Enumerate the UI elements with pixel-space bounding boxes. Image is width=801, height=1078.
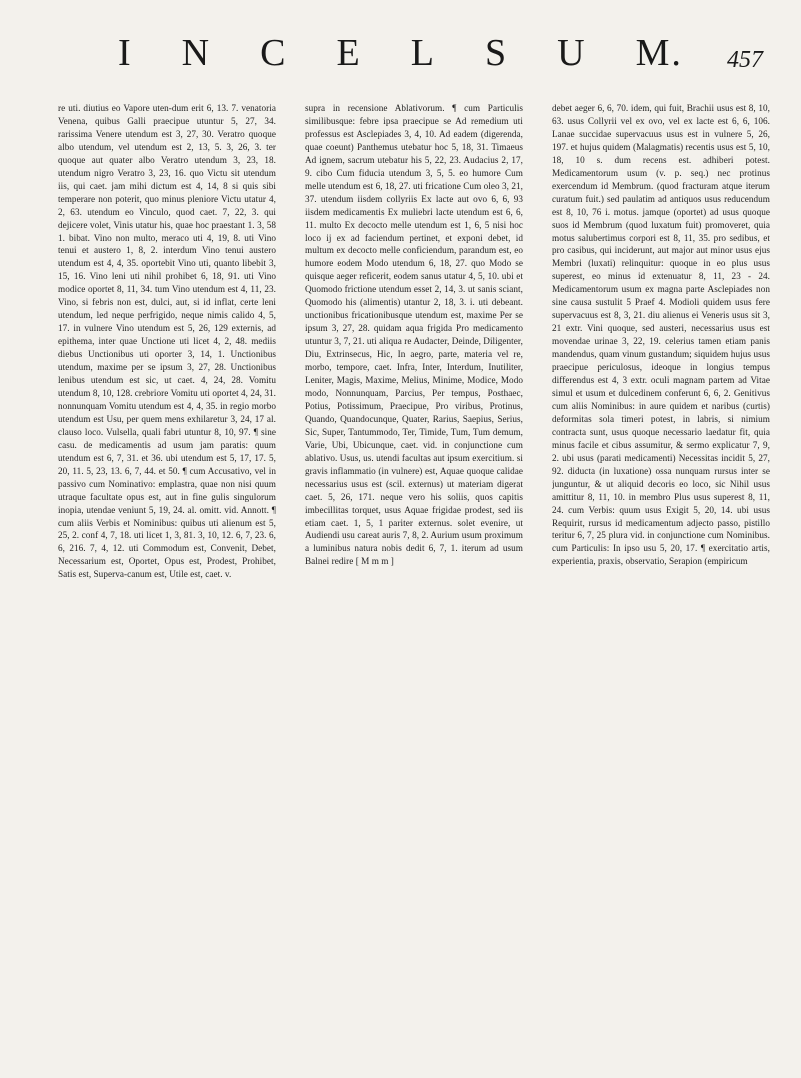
- running-head-letter: C: [260, 32, 288, 74]
- running-head-letter: N: [181, 32, 212, 74]
- running-head-letter: E: [336, 32, 362, 74]
- middle-column-text: supra in recensione Ablativorum. ¶ cum Particulis similibusque: febre ipsa praecipue se Ad remedium uti professus est Asclepiades 3, 4, 10. Ad eadem (digerenda, quae coeunt) Panthemus utebatur hoc 5, 18, 31. Timaeus Ad ignem, sacrum utebatur his 5, 22, 23. Audacius 2, 17, 9. cibo Cum fiducia utendum 3, 5, 5. eo humore Cum melle utendum est 6, 18, 27. uti fricatione Cum oleo 3, 21, 37. utendum iisdem collyriis Ex lacte aut ovo 6, 6, 93 iisdem medicamentis Ex muliebri lacte utendum est 6, 6, 11. multo Ex decocto melle utendum est 1, 6, 5 nisi hoc loco ij ex ad faciendum pertinet, et exponi debet, id multum ex decocto melle conficiendum, parandum est, eo humore eodem Modo utendum 6, 18, 27. quo Modo se quisque aeger reficerit, eodem sanus utatur 4, 5, 10. ubi et Quomodo frictione utendum esset 2, 14, 3. ut sanis sciant, Quomodo his (alimentis) utantur 2, 18, 3. i. uti debeant. unctionibus fricationibusque utendum est, maxime Per se ipsum 3, 27, 28. quidam aqua frigida Pro medicamento utuntur 3, 7, 21. uti aliqua re Audacter, Deinde, Diligenter, Diu, Extrinsecus, Hic, In aegro, parte, materia vel re, morbo, tempore, caet. Infra, Inter, Interdum, Inutiliter, Leniter, Magis, Maxime, Melius, Minime, Modice, Modo modo, Nonnunquam, Parcius, Per tempus, Posthaec, Potius, Potissimum, Praecipue, Pro viribus, Protinus, Quando, Quandocunque, Quater, Rarius, Saepius, Serius, Sic, Super, Tantummodo, Ter, Timide, Tum, Tum demum, Varie, Ubi, Ubicunque, caet. vid. in conjunctione cum ablativo. Usus, us. utendi facultas aut ipsum exercitium. si gravis inflammatio (in vulnere) est, Aquae quoque calidae necessarius usus est (scil. externus) ut materiam digerat caet. 5, 26, 171. neque vero his soliis, quos capitis imbecillitas torquet, usus Aquae frigidae prodest, sed iis etiam caet. 1, 5, 1 pariter externus. solet evenire, ut Audiendi usu careat auris 7, 8, 2. Aurium usum proximum a luminibus natura nobis dedit 6, 7, 1. iterum ad usum Balnei redire [ M m m ]: [305, 103, 523, 567]
- left-column-text: re uti. diutius eo Vapore uten-dum erit 6, 13. 7. venatoria Venena, quibus Galli praecipue utuntur 5, 27, 34. rarissima Venere utendum est 3, 27, 30. Veratro quoque albo utendum, vel utendum est 2, 13, 5. 3, 26, 3. ter quoque aut quater albo Veratro utendum 3, 23, 18. utendum nigro Veratro 3, 23, 16. quo Victu sit utendum iis, qui caet. jam mihi dictum est 4, 14, 8 si quis sibi temperare non poterit, quo minus pleniore Victu utatur 4, 2, 63. utendum eo Vinculo, quod caet. 7, 22, 3. qui dejicere volet, Vinis utatur his, quae hoc praestant 1. 3, 58 1. bibat. Vino non multo, meraco uti 4, 19, 8. uti Vino tenui et austero 1, 8, 2. interdum Vino tenui austero utendum est 4, 4, 35. oportebit Vino uti, quanto libebit 3, 15, 16. Vino leni uti nihil prohibet 6, 18, 91. uti Vino modice oportet 8, 11, 34. tum Vino utendum est 4, 11, 23. Vino, si febris non est, dulci, aut, si id inflat, certe leni utendum, led neque perfrigido, neque nimis calido 4, 5, 17. in vulnere Vino utendum est 5, 26, 129 externis, ad epithema, inter quae Unctione uti licet 4, 2, 48. mediis diebus Unctionibus uti oporter 3, 14, 1. Unctionibus utendum, maxime per se ipsum 3, 27, 28. Unctionibus lenibus utendum est sic, ut caet. 4, 24, 28. Vomitu utendum 8, 10, 128. crebriore Vomitu uti oportet 4, 24, 31. nonnunquam Vomitu utendum est 4, 4, 35. in regio morbo utendum est Usu, per quem mens exhilaretur 3, 24, 17 al. clauso loco. Vulsella, quali fabri utuntur 8, 10, 97. ¶ sine casu. de medicamentis ad usum jam paratis: quum utendum est 6, 7, 31. et 36. ubi utendum est 5, 17, 17. 5, 20, 11. 5, 23, 13. 6, 7, 44. et 50. ¶ cum Accusativo, vel in passivo cum Nominativo: emplastra, quae non nisi quum utraque facultate opus est, aut in fine gulis singulorum inopia, utendae veniunt 5, 19, 24. al. omitt. vid. Annott. ¶ cum aliis Verbis et Nominibus: quibus uti alienum est 5, 25, 2. conf 4, 7, 18. uti licet 1, 3, 81. 3, 10, 12. 6, 7, 23. 6, 6, 216. 7, 4, 12. uti Commodum est, Convenit, Debet, Necessarium est, Oportet, Opus est, Prodest, Prohibet, Satis est, Superva-canum est, Utile est, caet. v.: [58, 103, 276, 580]
- running-head-letter: M.: [635, 32, 683, 74]
- left-column: [58, 102, 276, 1052]
- running-head-letter: S: [484, 32, 509, 74]
- running-head-letter: L: [410, 32, 436, 74]
- page-number: 457: [727, 47, 763, 73]
- running-head-letter: U: [557, 32, 587, 74]
- running-head: [118, 28, 683, 78]
- middle-column: [305, 102, 523, 1052]
- running-head-letter: I: [118, 32, 133, 74]
- right-column-text: debet aeger 6, 6, 70. idem, qui fuit, Brachii usus est 8, 10, 63. usus Collyrii vel ex ovo, vel ex lacte est 6, 6, 106. Lanae succidae supervacuus usus est in vulnere 5, 26, 197. et hujus quidem (Malagmatis) recentis usus est 5, 10, 18, 10 s. dum recens est. adhiberi potest. Medicamentorum usum (v. p. seq.) nec protinus exercendum id Membrum. (quod fracturam atque iterum curatum fuit.) sed paulatim ad antiquos usus reducendum est 8, 10, 76 i. motus. jamque (oportet) ad usus quoque suos id Membrum (quod luxatum fuit) promoveret, quia motus salubertimus corpori est 8, 11, 35. pro sedibus, et pro casibus, qui inciderunt, aut major aut minor usus ejus Membri (luxati) relinquitur: quoque in eo plus usus superest, eo minus id extenuatur 8, 11, 23 - 24. Medicamentorum usum ex magna parte Asclepiades non sine causa sustulit 5 Praef 4. Modioli quidem usus fere supervacuus est 8, 3, 21. diu alienus ei Veneris usus sit 3, 21 extr. Vini quoque, sed austeri, necessarius usus est movendae urinae 3, 22, 19. celerius tamen etiam panis mandendus, quam vinum gustandum; siquidem hujus usus praecipue periculosus, ideoque in longius tempus differendus est 4, 3 extr. oculi magnam partem ad Vitae simul et usum et dulcedinem conferunt 6, 6, 2. Genitivus cum aliis Nominibus: in aure quidem et naribus (curtis) deformitas sola timeri potest, in labris, si nimium contracta sunt, usus quoque necessario laedatur fit, quia minus facile et cibus assumitur, & sermo explicatur 7, 9, 2. ubi usus (parati medicamenti) Necessitas incidit 5, 27, 92. diducta (in luxatione) ossa nunquam rursus inter se junguntur, & ut aliquid decoris eo loco, sic Nihil usus amittitur 8, 11, 10. in membro Plus usus superest 8, 11, 24. cum Verbis: quum usus Exigit 5, 20, 14. ubi usus Requirit, rursus id medicamentum adjecto passo, pistillo teritur 6, 7, 25 plura vid. in conjunctione cum Nominibus. cum Particulis: In ipso usu 5, 20, 17. ¶ exercitatio artis, experientia, praxis, observatio, Serapion (empiricum: [552, 103, 770, 567]
- right-column: [552, 102, 770, 1052]
